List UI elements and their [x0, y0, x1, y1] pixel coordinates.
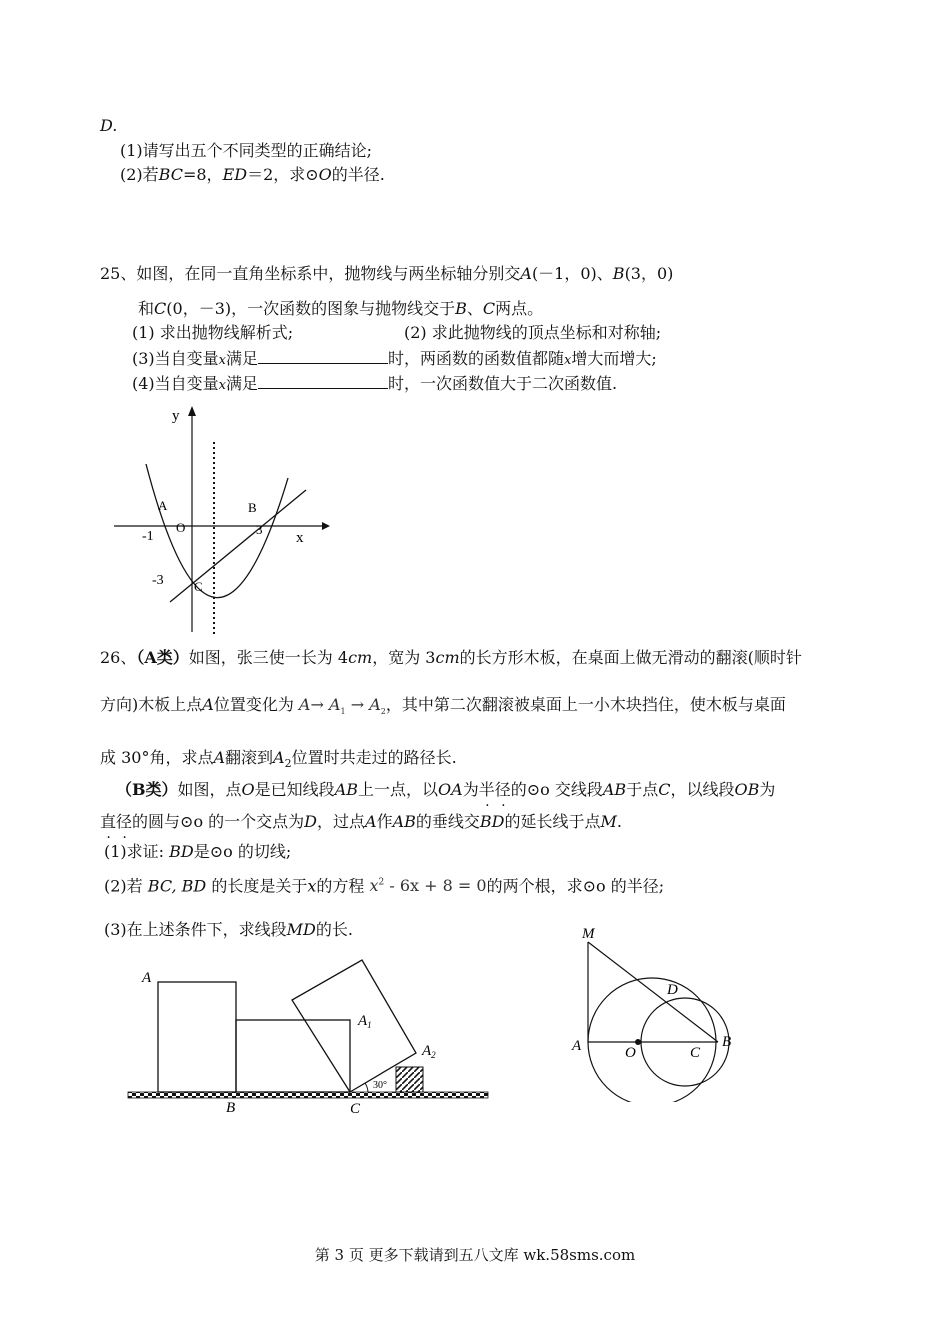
label-B: B [226, 1100, 236, 1116]
label-angle: 30° [373, 1080, 387, 1091]
label-A: A [142, 970, 152, 986]
q25-sub2: (2) 求此抛物线的顶点坐标和对称轴; [404, 323, 662, 342]
q25-line2: 和C(0，－3)，一次函数的图象与抛物线交于B、C两点。 [138, 299, 544, 318]
angle-arc [365, 1083, 368, 1092]
table-surface [128, 1092, 488, 1098]
q25-parabola-graph [100, 398, 340, 640]
small-wooden-block [396, 1067, 423, 1092]
q24-lead: D. [100, 116, 118, 135]
q26a-line1: 26、（A类）如图，张三使一长为 4cm，宽为 3cm的长方形木板，在桌面上做无滑动的翻滚(顺时针 [100, 648, 802, 667]
label-C: C [350, 1101, 361, 1117]
label-A: A [158, 498, 168, 513]
q25-sub1: (1) 求出抛物线解析式; [132, 323, 294, 342]
answer-blank-3[interactable] [258, 349, 388, 364]
q26b-circles-figure [566, 922, 746, 1102]
label-O: O [176, 520, 186, 535]
y-axis-arrow [188, 406, 196, 416]
label-x: x [296, 530, 304, 546]
x-axis-arrow [322, 522, 330, 530]
q26b-sub2: (2)若 BC, BD 的长度是关于x的方程 $x^2 - 6x + 8 = 0$的两个根，求⊙o 的半径; [104, 876, 665, 896]
label-D: D [667, 982, 678, 998]
label-M: M [582, 926, 595, 942]
segment-MB [588, 942, 718, 1042]
label-C: C [690, 1045, 701, 1061]
q25-line1: 25、如图，在同一直角坐标系中，抛物线与两坐标轴分别交A(－1，0)、B(3，0) [100, 264, 674, 283]
label-A1: $A_1$ [358, 1013, 372, 1030]
label-C: C [194, 579, 203, 594]
label-A2: $A_2$ [422, 1043, 436, 1060]
board-position-1 [158, 982, 236, 1092]
label-neg1: -1 [142, 529, 154, 544]
q26b-line1: （B类）如图，点O是已知线段AB上一点，以OA为半径的⊙o 交线段AB于点C，以线段OB为 [116, 780, 776, 799]
label-B: B [722, 1034, 732, 1050]
label-B: B [248, 500, 257, 515]
label-y: y [172, 408, 180, 424]
label-neg3: -3 [152, 573, 164, 588]
q24-sub2: (2)若BC=8，ED＝2，求⊙O的半径. [120, 165, 385, 184]
quadratic-equation: $x^2 - 6x + 8 = 0$ [369, 876, 487, 896]
label-O: O [625, 1045, 636, 1061]
q26b-sub3: (3)在上述条件下，求线段MD的长. [104, 920, 353, 939]
linear-function-line [170, 490, 306, 602]
q24-sub1: (1)请写出五个不同类型的正确结论; [120, 141, 373, 160]
board-position-2 [236, 1020, 350, 1092]
q26b-sub1: (1)求证: BD是⊙o 的切线; [104, 842, 292, 861]
parabola-curve [146, 464, 288, 598]
center-O-dot [635, 1039, 641, 1045]
q26a-rolling-board-figure [120, 958, 500, 1123]
answer-blank-4[interactable] [258, 374, 388, 389]
q26a-line2: 方向)木板上点A位置变化为 $A\to A_1 \to A_2$，其中第二次翻滚被桌面上一小木块挡住，使木板与桌面 [100, 695, 786, 717]
label-3: 3 [256, 522, 263, 537]
q26b-line2: 直径的圆与⊙o 的一个交点为D，过点A作AB的垂线交BD的延长线于点M. [100, 812, 623, 831]
page-footer: 第 3 页 更多下载请到五八文库 wk.58sms.com [314, 1246, 636, 1264]
q25-sub4: (4)当自变量x满足 时，一次函数值大于二次函数值. [132, 374, 618, 393]
circle-O [588, 978, 716, 1102]
label-A: A [572, 1038, 582, 1054]
rotation-path: $A\to A_1 \to A_2$ [298, 695, 386, 717]
q25-sub3: (3)当自变量x满足 时，两函数的函数值都随x增大而增大; [132, 349, 657, 368]
q26a-line3: 成 30°角，求点A翻滚到$A_2$位置时共走过的路径长. [100, 748, 457, 771]
